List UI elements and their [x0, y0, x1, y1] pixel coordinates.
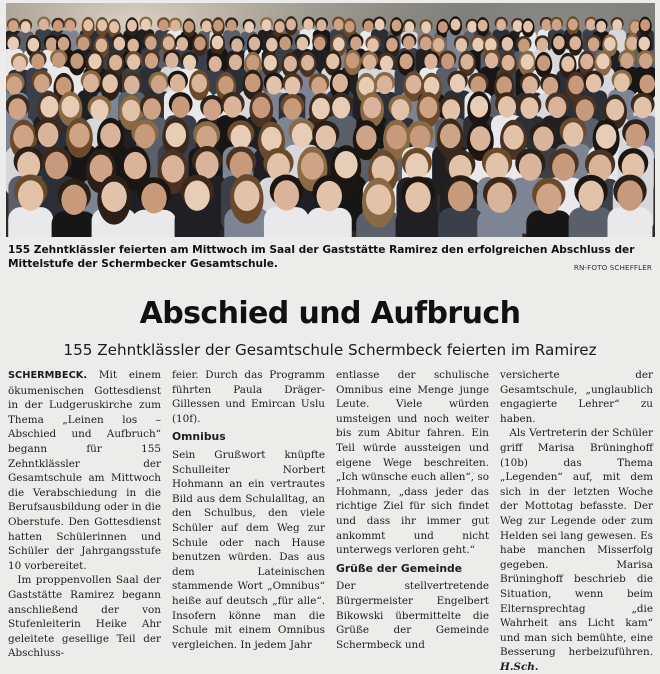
- person-face: [345, 21, 355, 33]
- section-heading: Omnibus: [172, 430, 226, 444]
- person-face: [262, 19, 272, 31]
- person-face: [317, 181, 342, 211]
- person-face: [424, 54, 437, 70]
- person-body: [175, 207, 220, 237]
- person-face: [97, 20, 107, 32]
- person-face: [166, 123, 187, 148]
- person-face: [523, 21, 533, 33]
- person-face: [234, 181, 259, 211]
- person-face: [639, 37, 650, 51]
- person-face: [568, 19, 578, 31]
- person-face: [88, 54, 101, 70]
- person-face: [102, 74, 118, 93]
- person-face: [335, 151, 358, 178]
- person-face: [252, 97, 270, 119]
- person-face: [311, 77, 327, 96]
- person-face: [332, 97, 350, 119]
- person-face: [326, 53, 339, 69]
- person-face: [580, 54, 593, 70]
- person-face: [229, 54, 242, 70]
- person-face: [170, 20, 180, 32]
- person-face: [279, 36, 290, 50]
- headline: Abschied und Aufbruch: [139, 296, 521, 331]
- author-initials: H.Sch.: [500, 660, 539, 673]
- person-face: [392, 20, 402, 32]
- person-face: [588, 37, 599, 51]
- person-face: [640, 19, 650, 31]
- person-face: [127, 39, 138, 53]
- person-face: [9, 98, 27, 120]
- person-face: [70, 53, 83, 69]
- person-face: [548, 97, 566, 119]
- person-body: [569, 207, 614, 237]
- person-face: [639, 75, 655, 94]
- person-face: [284, 56, 297, 72]
- person-face: [634, 97, 652, 119]
- person-face: [13, 56, 26, 72]
- person-face: [316, 125, 337, 150]
- person-body: [264, 207, 309, 237]
- person-face: [363, 97, 381, 119]
- person-face: [39, 19, 49, 31]
- person-face: [498, 96, 516, 118]
- person-face: [451, 19, 461, 31]
- person-face: [31, 54, 44, 70]
- person-face: [485, 38, 496, 52]
- person-face: [496, 19, 506, 31]
- crowd-illustration: [6, 3, 655, 237]
- person-face: [470, 96, 488, 118]
- person-face: [405, 182, 430, 212]
- paragraph: [8, 368, 161, 573]
- person-face: [626, 37, 637, 51]
- person-face: [194, 37, 205, 51]
- person-face: [141, 19, 151, 31]
- person-face: [617, 180, 642, 210]
- subheadline: 155 Zehntklässler der Gesamtschule Schermbeck feierten im Ramirez: [63, 341, 597, 359]
- paragraph: [500, 426, 653, 674]
- person-face: [161, 155, 184, 182]
- person-face: [145, 36, 156, 50]
- person-face: [552, 153, 575, 180]
- person-face: [46, 38, 57, 52]
- person-face: [317, 19, 327, 31]
- person-face: [212, 36, 223, 50]
- person-body: [526, 210, 571, 237]
- person-face: [203, 99, 221, 121]
- person-face: [513, 20, 523, 32]
- person-body: [477, 209, 522, 237]
- person-face: [124, 76, 140, 95]
- person-face: [18, 180, 43, 210]
- person-face: [625, 124, 646, 149]
- person-face: [541, 19, 551, 31]
- person-face: [576, 99, 594, 121]
- person-face: [496, 76, 512, 95]
- person-face: [21, 21, 31, 33]
- paragraph: Der stellvertretende Bürgermeister Engelbert Bikowski übermittelte die Grüße der Gemeinde Schermbeck und: [336, 580, 489, 651]
- person-face: [578, 181, 603, 211]
- person-face: [100, 123, 121, 148]
- person-face: [231, 38, 242, 52]
- person-face: [470, 126, 491, 151]
- person-face: [596, 124, 617, 149]
- person-face: [78, 37, 89, 51]
- person-face: [533, 126, 554, 151]
- person-face: [334, 19, 344, 31]
- person-face: [448, 181, 473, 211]
- person-face: [127, 54, 140, 70]
- person-face: [143, 98, 161, 120]
- person-face: [350, 36, 361, 50]
- person-face: [246, 55, 259, 71]
- person-face: [596, 21, 606, 33]
- person-face: [639, 53, 652, 69]
- person-body: [8, 207, 53, 237]
- person-face: [440, 124, 461, 149]
- section-heading: Grüße der Gemeinde: [336, 561, 463, 575]
- person-face: [410, 125, 431, 150]
- person-face: [61, 96, 79, 118]
- person-face: [127, 20, 137, 32]
- person-face: [124, 152, 147, 179]
- person-face: [561, 56, 574, 72]
- person-face: [83, 74, 99, 93]
- person-face: [28, 38, 39, 52]
- person-face: [53, 20, 63, 32]
- person-face: [386, 125, 407, 150]
- person-face: [467, 21, 477, 33]
- person-face: [314, 37, 325, 51]
- person-face: [58, 37, 69, 51]
- person-face: [7, 37, 18, 51]
- person-face: [184, 21, 194, 33]
- person-face: [450, 74, 466, 93]
- person-face: [145, 53, 158, 69]
- person-face: [570, 36, 581, 50]
- person-face: [568, 76, 584, 95]
- person-face: [552, 19, 562, 31]
- person-face: [151, 75, 167, 94]
- person-body: [396, 209, 441, 237]
- paragraph-text: Als Vertreterin der Schüler griff Marisa Brüninghoff (10b) das Thema „Legenden“ auf, mit dem sich in der letzten Woche der Mottotag befasste. Der Weg zur Legende oder zum Helden sei lang gewesen. Es habe manchen Misserfolg gegeben. Marisa Brüninghoff beschrieb die Situation, wenn beim Elternsprechtag „die Wahrheit ans Licht kam“ und man sich bemühte, eine Besserung herbeizuführen.: [500, 427, 653, 659]
- person-face: [620, 53, 633, 69]
- person-face: [521, 54, 534, 70]
- person-face: [184, 180, 209, 210]
- person-face: [518, 39, 529, 53]
- person-face: [274, 180, 299, 210]
- person-face: [420, 37, 431, 51]
- person-face: [596, 54, 609, 70]
- person-face: [332, 74, 348, 93]
- person-face: [612, 19, 622, 31]
- person-face: [196, 151, 219, 178]
- person-face: [537, 38, 548, 52]
- person-face: [261, 127, 282, 152]
- person-face: [375, 19, 385, 31]
- person-face: [209, 56, 222, 72]
- person-face: [536, 184, 561, 214]
- person-face: [400, 54, 413, 70]
- person-face: [163, 36, 174, 50]
- person-face: [502, 37, 513, 51]
- paragraph-text: Mit einem ökumenischen Gottesdienst in der Ludgeruskirche zum Thema „Leinen los – Abschied und Aufbruch“ begann für 155 Zehntklässler der Gesamtschule am Mittwoch die Verabschiedung in die Berufsausbildung oder in die Oberstufe. Den Gottesdienst hatten Schülerinnen und Schüler der Jahrgangsstufe 10 vorbereitet.: [8, 369, 161, 572]
- person-face: [441, 53, 454, 69]
- person-body: [307, 208, 352, 237]
- person-face: [13, 125, 33, 150]
- paragraph: Sein Grußwort knüpfte Schulleiter Norbert Hohmann an ein vertrautes Bild aus dem Schulalltag, an den Schulbus, den viele Schüler auf dem Weg zur Schule oder nach Hause benutzen würden. Das aus dem Lateinischen stammende Wort „Omnibus“ heiße auf deutsch „für alle“. Insofern könne man die Schule mit einem Omnibus vergleichen. In jedem Jahr: [172, 448, 325, 651]
- person-face: [114, 37, 125, 51]
- person-face: [245, 74, 261, 93]
- person-body: [52, 211, 97, 237]
- person-face: [83, 19, 93, 31]
- person-face: [183, 55, 196, 71]
- photo-credit: RN-FOTO SCHEFFLER: [573, 263, 652, 272]
- person-face: [312, 98, 330, 120]
- person-face: [366, 184, 391, 214]
- person-face: [377, 76, 393, 95]
- group-photo: [6, 3, 655, 237]
- person-face: [8, 20, 18, 32]
- person-face: [109, 55, 122, 71]
- person-face: [346, 53, 359, 69]
- person-face: [227, 20, 237, 32]
- person-face: [386, 38, 397, 52]
- person-face: [522, 76, 538, 95]
- person-body: [131, 210, 176, 237]
- person-face: [503, 125, 524, 150]
- person-face: [614, 73, 630, 92]
- person-face: [303, 19, 313, 31]
- person-face: [224, 96, 242, 118]
- person-face: [159, 19, 169, 31]
- person-face: [363, 55, 376, 71]
- person-face: [286, 19, 296, 31]
- person-face: [231, 125, 252, 150]
- person-face: [297, 37, 308, 51]
- paragraph: entlasse der schulische Omnibus eine Menge junge Leute. Viele würden umsteigen und noch weiter bis zum Abitur fahren. Ein Teil würde aussteigen und eigene Wege beschreiten. „Ich wünsche euch allen“, so Hohmann, „dass jeder das richtige Ziel für sich findet und dass ihr immer gut ankommt und nicht unterwegs verloren geht.“: [336, 369, 489, 557]
- person-face: [405, 153, 428, 180]
- person-face: [213, 20, 223, 32]
- photo-caption: 155 Zehntklässler feierten am Mittwoch im Saal der Gaststätte Ramirez den erfolgreichen Abschluss der Mittelstufe der Schermbecker Gesamtschule.: [8, 244, 635, 271]
- person-face: [34, 74, 50, 93]
- person-face: [7, 76, 23, 95]
- person-face: [244, 21, 254, 33]
- person-face: [333, 37, 344, 51]
- person-face: [101, 182, 126, 212]
- article-column-2: [172, 368, 325, 652]
- person-face: [165, 53, 178, 69]
- person-face: [364, 20, 374, 32]
- article-column-4: [500, 368, 653, 674]
- person-face: [460, 54, 473, 70]
- person-face: [406, 75, 422, 94]
- person-face: [285, 77, 301, 96]
- person-face: [404, 21, 414, 33]
- person-face: [191, 74, 207, 93]
- person-face: [537, 55, 550, 71]
- person-face: [109, 21, 119, 33]
- person-face: [356, 125, 377, 150]
- person-face: [69, 123, 90, 148]
- person-face: [61, 185, 86, 215]
- person-face: [391, 99, 409, 121]
- person-face: [586, 74, 602, 93]
- person-face: [266, 38, 277, 52]
- person-face: [472, 38, 483, 52]
- person-face: [604, 37, 615, 51]
- person-face: [283, 98, 301, 120]
- person-face: [177, 37, 188, 51]
- person-face: [442, 99, 460, 121]
- person-face: [433, 38, 444, 52]
- person-face: [218, 76, 234, 95]
- person-face: [502, 55, 515, 71]
- person-face: [485, 53, 498, 69]
- person-face: [487, 183, 512, 213]
- person-face: [519, 153, 542, 180]
- paragraph: Im proppenvollen Saal der Gaststätte Ramirez begann anschließend der von Stufenleiterin Heike Ahr geleitete gesellige Teil der Abschluss-: [8, 574, 161, 660]
- article-column-3: [336, 368, 489, 652]
- person-face: [421, 21, 431, 33]
- person-face: [135, 124, 156, 149]
- person-face: [90, 99, 108, 121]
- person-face: [45, 152, 68, 179]
- dateline: SCHERMBECK.: [8, 370, 88, 381]
- person-face: [40, 96, 58, 118]
- person-face: [380, 56, 393, 72]
- person-face: [264, 55, 277, 71]
- person-body: [607, 207, 652, 237]
- person-face: [249, 37, 260, 51]
- person-face: [606, 99, 624, 121]
- person-face: [202, 20, 212, 32]
- person-face: [52, 52, 65, 68]
- person-face: [172, 96, 190, 118]
- person-face: [367, 38, 378, 52]
- person-face: [520, 97, 538, 119]
- person-face: [478, 20, 488, 32]
- person-face: [301, 55, 314, 71]
- person-face: [266, 76, 282, 95]
- person-face: [553, 36, 564, 50]
- paragraph: feier. Durch das Programm führten Paula Dräger-Gillessen und Emircan Uslu (10f).: [172, 369, 325, 425]
- person-face: [586, 19, 596, 31]
- person-face: [96, 38, 107, 52]
- person-face: [292, 123, 313, 148]
- person-face: [122, 100, 140, 122]
- person-face: [38, 123, 59, 148]
- person-body: [438, 208, 483, 237]
- person-face: [563, 122, 584, 147]
- person-face: [65, 20, 75, 32]
- person-face: [438, 21, 448, 33]
- person-face: [301, 152, 324, 179]
- person-face: [141, 183, 166, 213]
- person-face: [170, 74, 186, 93]
- person-face: [419, 97, 437, 119]
- paragraph: versicherte der Gesamtschule, „unglaublich engagierte Lehrer“ zu haben.: [500, 369, 653, 425]
- person-face: [403, 36, 414, 50]
- person-face: [456, 38, 467, 52]
- person-face: [486, 153, 509, 180]
